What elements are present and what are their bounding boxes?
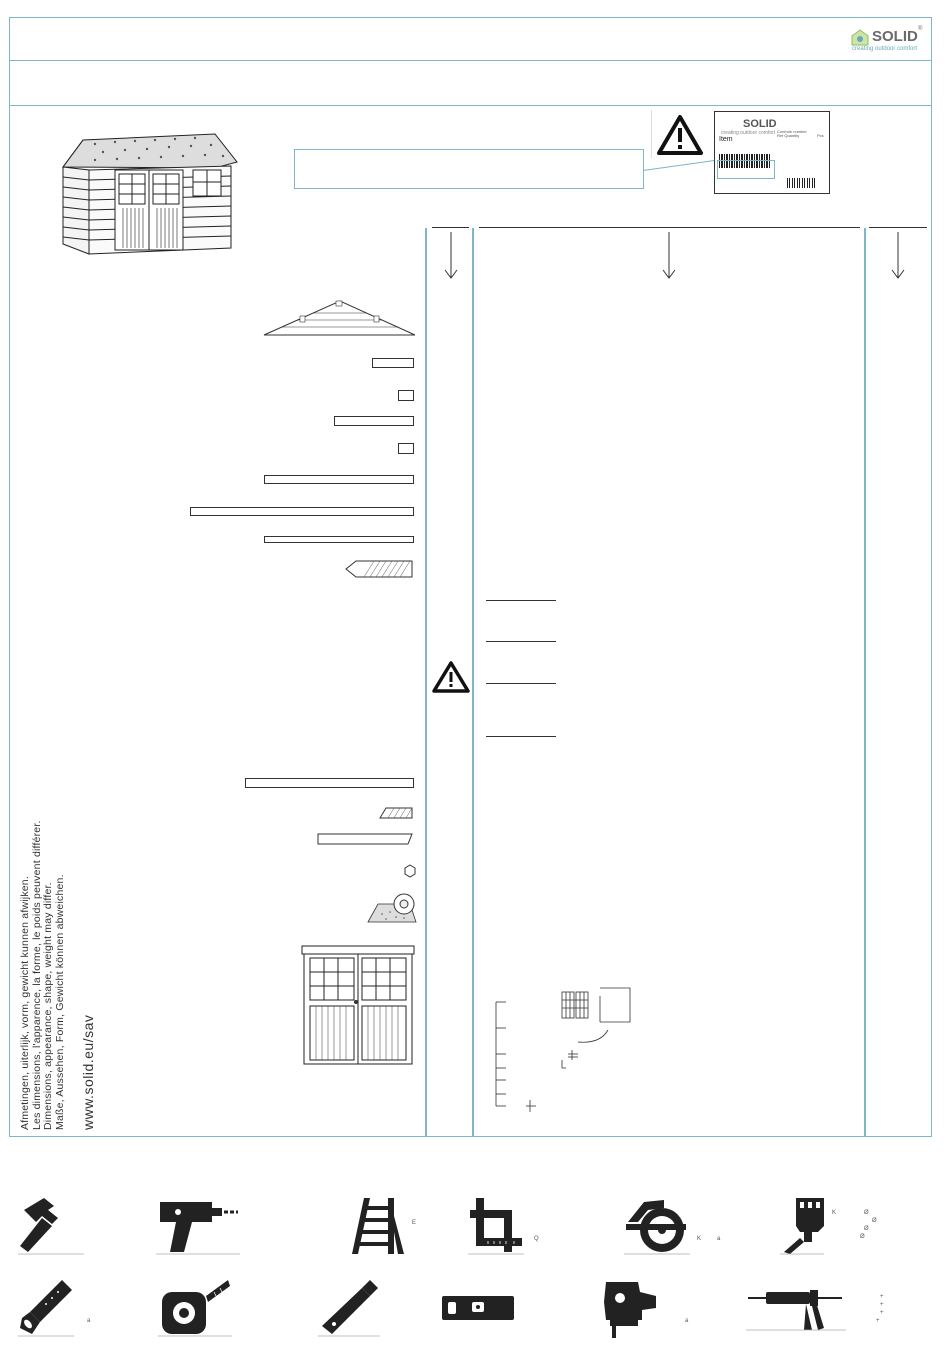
holesaw-size-1: Ø xyxy=(864,1210,869,1216)
circular-saw-icon xyxy=(624,1196,690,1256)
part-medium-beam xyxy=(334,416,414,426)
label-brand: SOLID xyxy=(743,118,777,130)
tool-note-square: Q xyxy=(534,1236,539,1242)
caulking-gun-icon xyxy=(746,1284,846,1336)
holesaw-size-4: Ø xyxy=(860,1234,865,1240)
drill-icon xyxy=(156,1196,240,1256)
part-rafter xyxy=(245,778,414,788)
brand-logo xyxy=(850,26,926,54)
caulk-mark-3: + xyxy=(880,1310,884,1316)
disclaimer xyxy=(20,820,66,1130)
part-block-small-2 xyxy=(398,443,414,454)
title-input-box xyxy=(294,149,644,189)
caulk-mark-1: + xyxy=(880,1294,884,1300)
logo-tagline: creating outdoor comfort xyxy=(852,46,918,52)
label-highlight-box xyxy=(717,160,775,179)
label-field2: Ref Quantity xyxy=(777,133,800,138)
arrow-down-icon xyxy=(891,232,905,280)
ladder-icon xyxy=(350,1196,406,1256)
utility-knife-icon xyxy=(318,1278,380,1338)
part-long-beam-2 xyxy=(190,507,414,516)
tool-note-circsaw-2: a xyxy=(717,1236,721,1242)
part-long-beam-1 xyxy=(264,475,414,484)
house-logo-icon xyxy=(850,28,870,46)
caulk-mark-4: + xyxy=(876,1318,880,1324)
arrow-down-icon xyxy=(662,232,676,280)
tool-note-holesaw: K xyxy=(832,1210,837,1216)
part-short-beam xyxy=(372,358,414,368)
arrow-down-icon xyxy=(444,232,458,280)
caulk-mark-2: + xyxy=(880,1302,884,1308)
note-line-4 xyxy=(486,736,556,737)
tool-note-handsaw: a xyxy=(87,1318,91,1324)
shed-illustration xyxy=(55,132,240,257)
tool-note-jigsaw: a xyxy=(685,1318,689,1324)
part-bolt-head xyxy=(404,864,416,878)
tape-measure-icon xyxy=(158,1278,232,1338)
roofing-roll-icon xyxy=(364,890,418,926)
spirit-level-icon xyxy=(440,1294,516,1322)
label-sample xyxy=(714,111,830,194)
label-barcode-2 xyxy=(787,178,815,188)
part-trim-board xyxy=(316,832,414,846)
tool-note-circsaw-1: K xyxy=(697,1236,702,1242)
warning-box xyxy=(651,110,710,158)
warning-icon xyxy=(431,660,471,694)
column-divider-2 xyxy=(472,228,474,1137)
col-header-line-2 xyxy=(479,227,860,228)
hand-saw-icon xyxy=(18,1278,74,1338)
title-frame xyxy=(9,59,932,106)
part-gable-truss xyxy=(262,298,417,338)
disclaimer-line-1: Afmetingen, uiterlijk, vorm, gewicht kunnen afwijken. xyxy=(19,876,31,1130)
logo-wordmark: SOLID xyxy=(872,28,918,45)
label-tagline: creating outdoor comfort xyxy=(721,130,776,136)
double-door-illustration xyxy=(300,944,416,1066)
note-line-3 xyxy=(486,683,556,684)
note-line-2 xyxy=(486,641,556,642)
col-header-line-3 xyxy=(869,227,927,228)
part-block-small xyxy=(398,390,414,401)
hole-saw-icon xyxy=(780,1196,828,1256)
column-divider-1 xyxy=(425,228,427,1137)
part-floor-board xyxy=(344,559,414,579)
part-profile-small xyxy=(378,804,414,820)
column-divider-3 xyxy=(864,228,866,1137)
support-url[interactable]: www.solid.eu/sav xyxy=(80,1014,96,1130)
hammer-icon xyxy=(18,1196,84,1256)
disclaimer-line-2: Les dimensions, l'apparence, la forme, le poids peuvent différer. xyxy=(30,820,43,1130)
holesaw-size-3: Ø xyxy=(864,1226,869,1232)
holesaw-size-2: Ø xyxy=(872,1218,877,1224)
warning-icon xyxy=(656,114,704,156)
carpenter-square-icon xyxy=(468,1196,524,1256)
note-line-1 xyxy=(486,600,556,601)
disclaimer-line-3: Dimensions, appearance, shape, weight may differ. xyxy=(42,882,54,1130)
tool-note-ladder: E xyxy=(412,1220,417,1226)
part-long-beam-3 xyxy=(264,536,414,543)
hardware-diagram xyxy=(490,984,640,1114)
label-field1: Controle number xyxy=(777,129,807,134)
disclaimer-line-4: Maße, Aussehen, Form, Gewicht können abweichen. xyxy=(53,874,66,1130)
label-field3: Pcs xyxy=(817,133,824,138)
jigsaw-icon xyxy=(602,1278,658,1338)
col-header-line-1 xyxy=(432,227,469,228)
content-frame xyxy=(9,105,932,1137)
logo-registered: ® xyxy=(918,26,923,32)
header-frame xyxy=(9,17,932,61)
label-item: Item xyxy=(719,136,733,143)
